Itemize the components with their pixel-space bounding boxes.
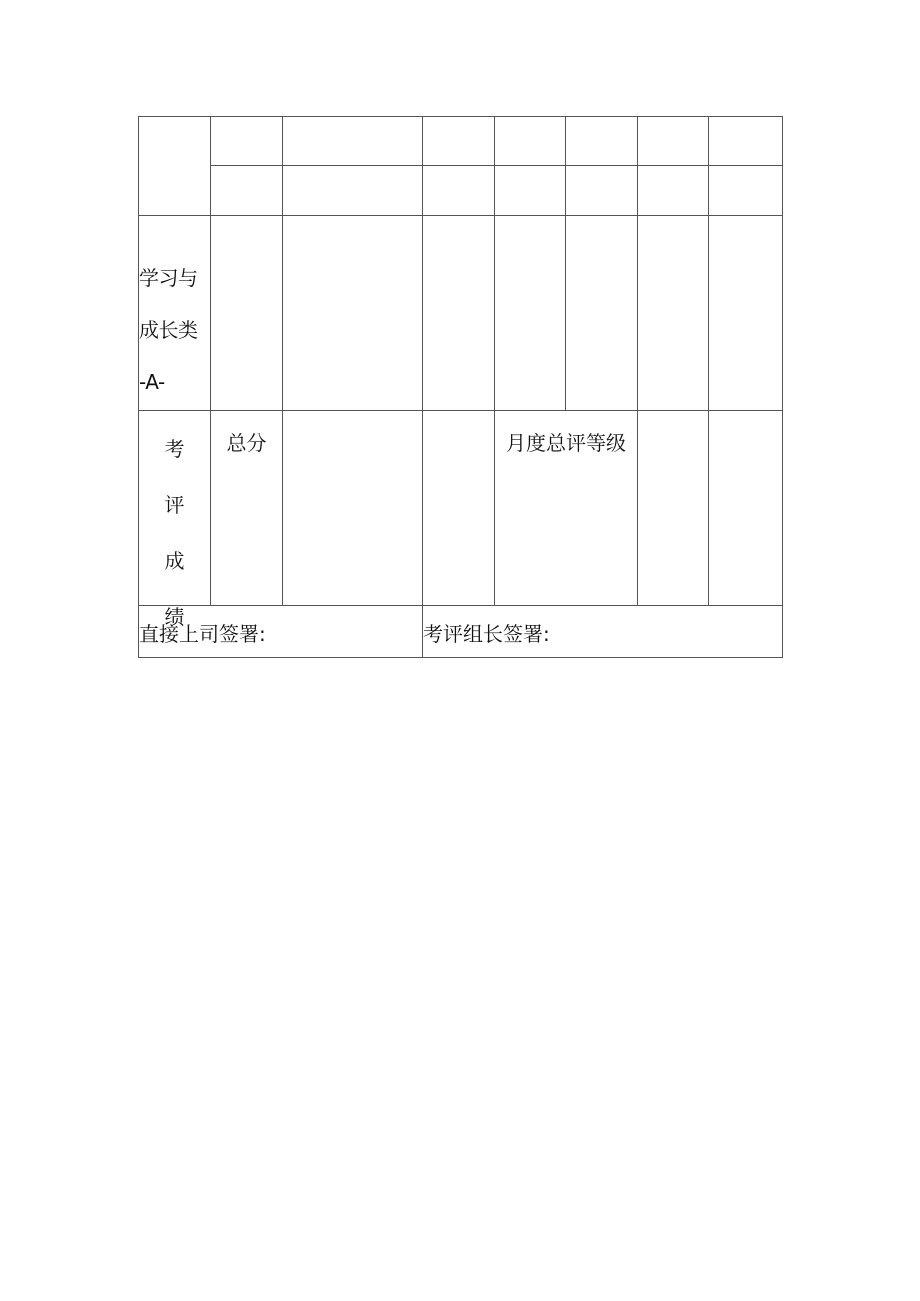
table-row (139, 216, 783, 411)
table-cell[interactable] (423, 411, 495, 606)
team-leader-signature-cell[interactable] (423, 606, 783, 658)
monthly-grade-label: 月度总评等级 (506, 431, 626, 455)
table-cell[interactable] (283, 117, 423, 166)
table-cell[interactable] (211, 216, 283, 411)
monthly-grade-label-cell (495, 411, 638, 606)
supervisor-signature-label: 直接上司签署: (139, 622, 266, 646)
table-cell[interactable] (709, 117, 783, 166)
evaluation-label-char: 成 (164, 549, 185, 573)
table-cell[interactable] (709, 166, 783, 216)
category-label-line: 学习与 (139, 266, 198, 290)
header-corner-cell (139, 117, 211, 216)
table-row (139, 166, 783, 216)
table-row (139, 411, 783, 606)
category-label (139, 216, 210, 408)
evaluation-form-table (138, 116, 783, 658)
table-cell[interactable] (638, 166, 709, 216)
table-cell[interactable] (709, 216, 783, 411)
total-score-label: 总分 (226, 431, 267, 455)
table-cell[interactable] (423, 117, 495, 166)
table-cell[interactable] (638, 117, 709, 166)
table-cell[interactable] (423, 216, 495, 411)
team-leader-signature-label: 考评组长签署: (423, 622, 550, 646)
table-row (139, 117, 783, 166)
table-cell[interactable] (211, 166, 283, 216)
table-cell[interactable] (495, 166, 566, 216)
total-score-label-cell (211, 411, 283, 606)
table-cell[interactable] (709, 411, 783, 606)
evaluation-label-char: 评 (164, 493, 185, 517)
table-cell[interactable] (566, 117, 638, 166)
total-score-value-cell[interactable] (283, 411, 423, 606)
table-cell[interactable] (211, 117, 283, 166)
evaluation-label-char: 绩 (164, 605, 185, 629)
table-cell[interactable] (566, 166, 638, 216)
table-cell[interactable] (283, 216, 423, 411)
table-cell[interactable] (423, 166, 495, 216)
table-cell[interactable] (638, 216, 709, 411)
table-cell[interactable] (283, 166, 423, 216)
evaluation-label-char: 考 (164, 437, 185, 461)
category-label-line: 成长类 (139, 318, 198, 342)
evaluation-label-cell (139, 411, 211, 629)
category-code: -A- (139, 370, 165, 394)
table-cell[interactable] (495, 216, 566, 411)
table-row (139, 606, 783, 658)
evaluation-label (139, 411, 210, 629)
table-cell[interactable] (495, 117, 566, 166)
table-cell[interactable] (566, 216, 638, 411)
category-cell (139, 216, 211, 411)
monthly-grade-value-cell[interactable] (638, 411, 709, 606)
